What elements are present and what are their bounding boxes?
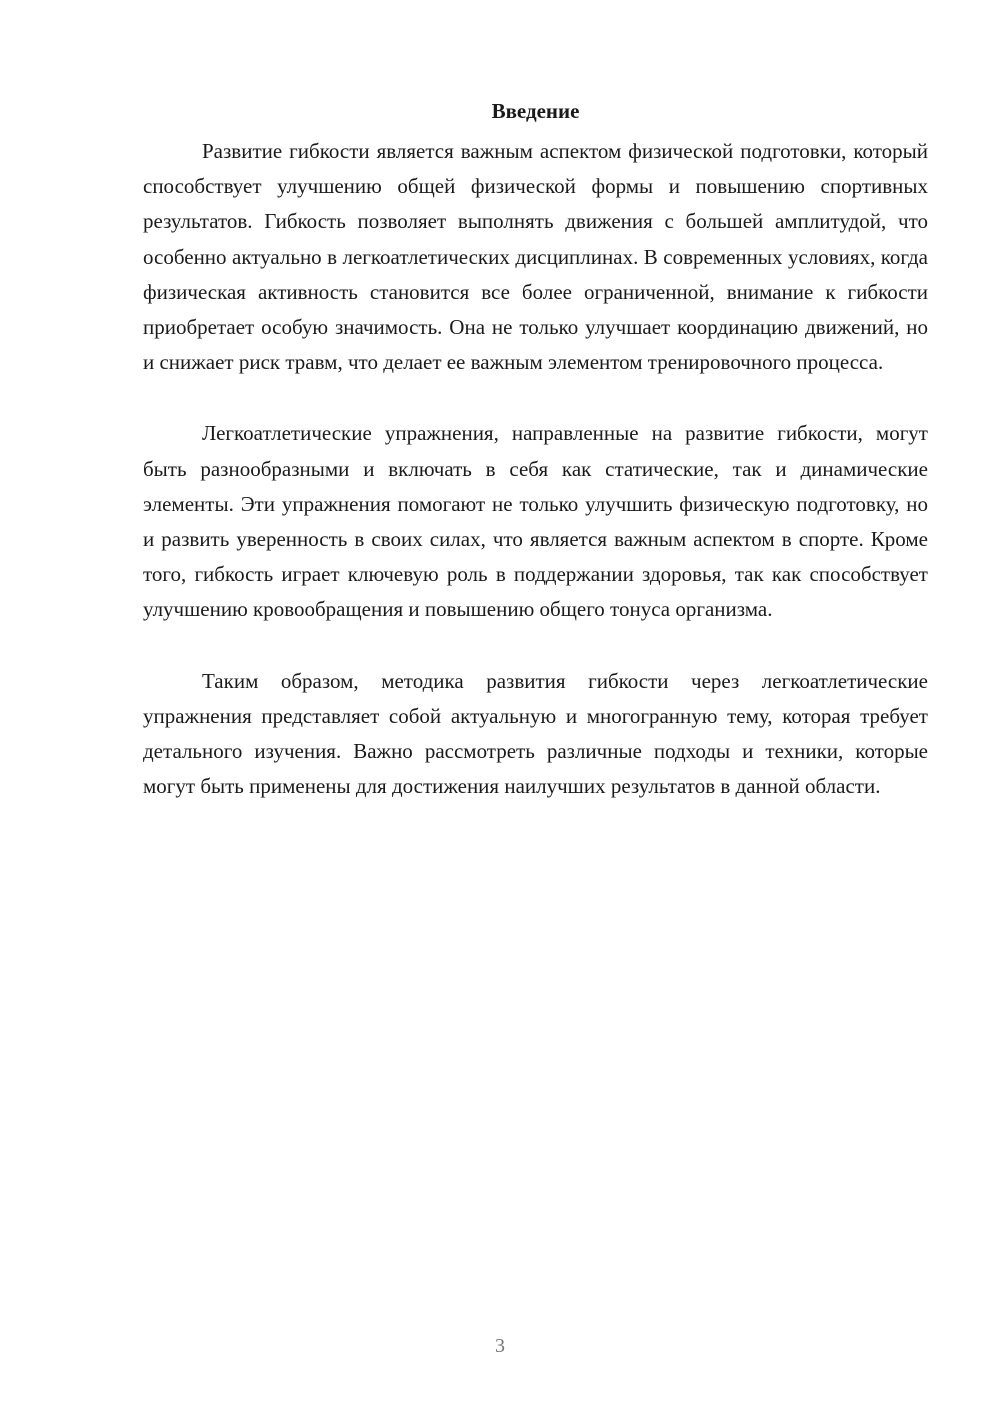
page-number: 3 (495, 1335, 505, 1357)
page-content (143, 96, 928, 840)
paragraph-3: Таким образом, методика развития гибкости через легкоатлетические упражнения представляет собой актуальную и многогранную тему, которая требует детального изучения. Важно рассмотреть различные подходы и техники, которые могут быть применены для достижения наилучших результатов в данной области. (143, 668, 928, 799)
paragraph-1: Развитие гибкости является важным аспектом физической подготовки, который способствует улучшению общей физической формы и повышению спортивных результатов. Гибкость позволяет выполнять движения с большей амплитудой, что особенно актуально в легкоатлетических дисциплинах. В современных условиях, когда физическая активность становится все более ограниченной, внимание к гибкости приобретает особую значимость. Она не только улучшает координацию движений, но и снижает риск травм, что делает ее важным элементом тренировочного процесса. (143, 139, 928, 375)
page-title: Введение (491, 99, 580, 123)
paragraph-2: Легкоатлетические упражнения, направленные на развитие гибкости, могут быть разнообразными и включать в себя как статические, так и динамические элементы. Эти упражнения помогают не только улучшить физическую подготовку, но и развить уверенность в своих силах, что является важным аспектом в спорте. Кроме того, гибкость играет ключевую роль в поддержании здоровья, так как способствует улучшению кровообращения и повышению общего тонуса организма. (143, 421, 928, 622)
